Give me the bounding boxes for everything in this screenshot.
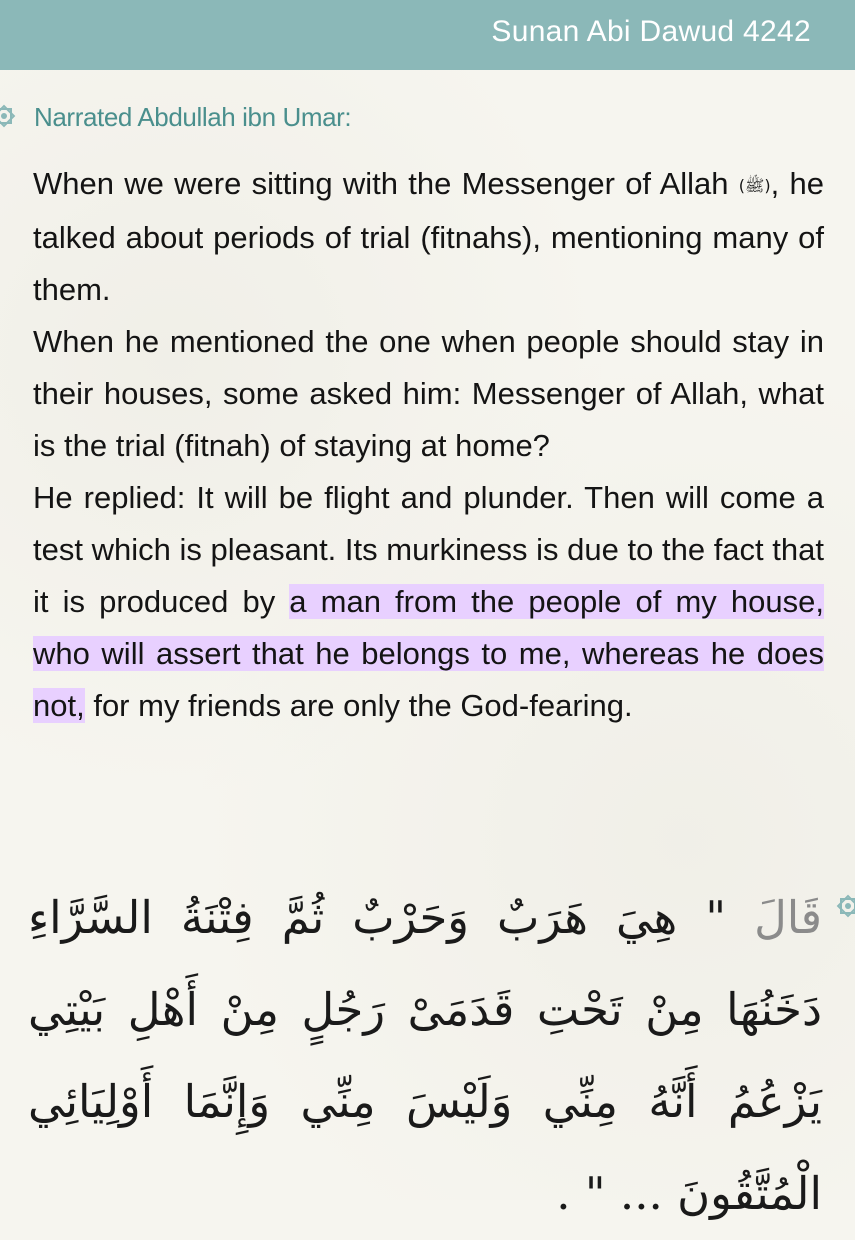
text-span: for my friends are only the God-fearing. (84, 687, 633, 723)
paragraph (33, 158, 824, 316)
pbuh-symbol: (ﷺ) (738, 175, 771, 195)
star-ornament-icon (0, 104, 16, 128)
arabic-text (28, 872, 822, 1240)
text-span: When we were sitting with the Messenger of Allah (33, 166, 739, 201)
text-span: He replied: It will be flight and plunder. Then will come a test which is pleasant. Its murkiness is due to the fact that it is produced by (33, 479, 824, 619)
star-ornament-icon (836, 894, 855, 918)
highlighted-text: a man from the people of my house, who will assert that he belongs to me, whereas he does not, (33, 583, 824, 723)
paragraph: When he mentioned the one when people should stay in their houses, some asked him: Messenger of Allah, what is the trial (fitnah) of staying at home? (33, 323, 824, 463)
english-translation (33, 158, 824, 732)
text-span: , he talked about periods of trial (fitnahs), mentioning many of them. (33, 166, 824, 307)
hadith-reference-title: Sunan Abi Dawud 4242 (491, 15, 811, 48)
paragraph (33, 472, 824, 732)
arabic-hadith-text: " هِيَ هَرَبٌ وَحَرْبٌ ثُمَّ فِتْنَةُ السَّرَّاءِ دَخَنُهَا مِنْ تَحْتِ قَدَمَىْ رَجُلٍ مِنْ أَهْلِ بَيْتِي يَزْعُمُ أَنَّهُ مِنِّي وَلَيْسَ مِنِّي وَإِنَّمَا أَوْلِيَائِي الْمُتَّقُونَ ... " . (28, 891, 822, 1220)
narrator-line: Narrated Abdullah ibn Umar: (34, 102, 352, 132)
arabic-qala-word: قَالَ (754, 891, 822, 944)
header-bar (0, 0, 855, 70)
